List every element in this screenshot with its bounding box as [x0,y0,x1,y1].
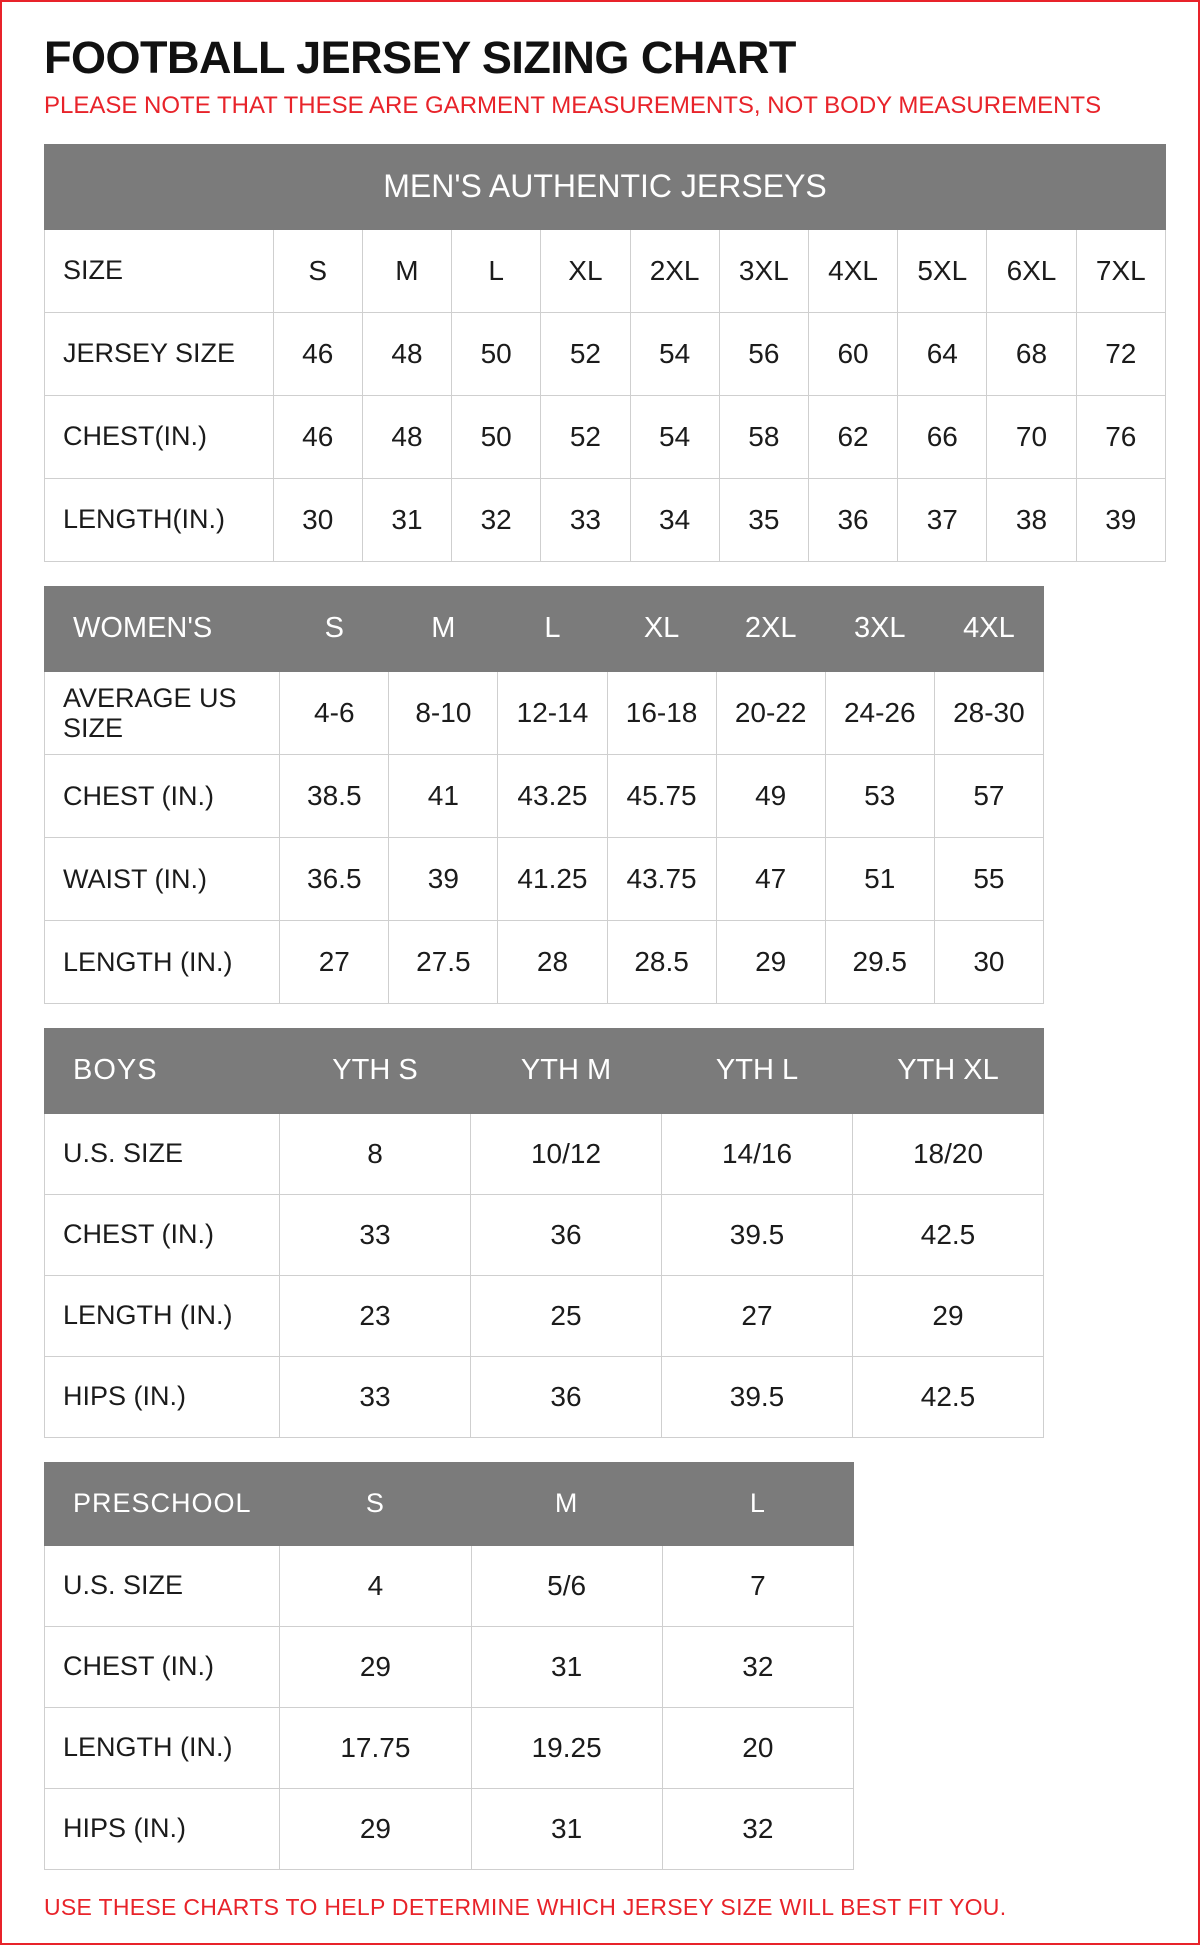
table-cell: 41.25 [498,837,607,920]
boys-header-label: BOYS [45,1028,280,1113]
table-cell: 25 [471,1275,662,1356]
table-row [45,754,1044,837]
table-cell: 55 [934,837,1043,920]
preschool-sizing-table [44,1462,854,1870]
table-header-row [45,586,1044,671]
womens-size-cell: XL [607,586,716,671]
table-band-row [45,144,1166,229]
measurement-note: PLEASE NOTE THAT THESE ARE GARMENT MEASUREMENTS, NOT BODY MEASUREMENTS [44,92,1102,120]
row-label: AVERAGE US SIZE [45,671,280,754]
table-cell: 10/12 [471,1113,662,1194]
table-cell: 20 [662,1707,853,1788]
table-cell: 68 [987,312,1076,395]
row-label: CHEST (IN.) [45,1626,280,1707]
table-cell: 54 [630,312,719,395]
preschool-header-label: PRESCHOOL [45,1462,280,1545]
table-cell: 31 [362,478,451,561]
table-cell: 58 [719,395,808,478]
page-title: FOOTBALL JERSEY SIZING CHART [44,32,796,83]
table-cell: 52 [541,312,630,395]
table-cell: 34 [630,478,719,561]
table-cell: 38 [987,478,1076,561]
table-cell: 28 [498,920,607,1003]
table-cell: 53 [825,754,934,837]
table-row [45,1626,854,1707]
table-cell: 33 [280,1356,471,1437]
table-cell: 30 [934,920,1043,1003]
table-cell: 31 [471,1788,662,1869]
mens-size-cell: 6XL [987,229,1076,312]
table-cell: 50 [452,395,541,478]
table-cell: 32 [452,478,541,561]
womens-size-cell: 2XL [716,586,825,671]
table-cell: 19.25 [471,1707,662,1788]
table-cell: 4-6 [280,671,389,754]
mens-size-cell: XL [541,229,630,312]
boys-size-cell: YTH XL [853,1028,1044,1113]
mens-size-cell: 7XL [1076,229,1165,312]
table-cell: 4 [280,1545,471,1626]
table-cell: 29.5 [825,920,934,1003]
table-cell: 70 [987,395,1076,478]
table-row [45,1113,1044,1194]
table-cell: 48 [362,395,451,478]
table-cell: 29 [280,1626,471,1707]
table-cell: 8 [280,1113,471,1194]
preschool-size-cell: L [662,1462,853,1545]
table-cell: 39 [389,837,498,920]
table-cell: 33 [541,478,630,561]
womens-size-cell: L [498,586,607,671]
table-cell: 47 [716,837,825,920]
table-row [45,1356,1044,1437]
mens-header-label: SIZE [45,229,274,312]
womens-header-label: WOMEN'S [45,586,280,671]
mens-size-cell: 5XL [898,229,987,312]
table-cell: 18/20 [853,1113,1044,1194]
table-cell: 42.5 [853,1356,1044,1437]
boys-size-cell: YTH L [662,1028,853,1113]
table-row [45,312,1166,395]
preschool-size-cell: S [280,1462,471,1545]
table-cell: 36 [471,1356,662,1437]
row-label: LENGTH(IN.) [45,478,274,561]
table-cell: 52 [541,395,630,478]
row-label: CHEST (IN.) [45,754,280,837]
row-label: LENGTH (IN.) [45,1275,280,1356]
table-cell: 43.75 [607,837,716,920]
table-cell: 33 [280,1194,471,1275]
table-cell: 20-22 [716,671,825,754]
row-label: CHEST (IN.) [45,1194,280,1275]
table-cell: 35 [719,478,808,561]
table-cell: 66 [898,395,987,478]
table-cell: 56 [719,312,808,395]
table-cell: 39.5 [662,1194,853,1275]
row-label: CHEST(IN.) [45,395,274,478]
table-cell: 45.75 [607,754,716,837]
mens-size-cell: M [362,229,451,312]
table-cell: 28.5 [607,920,716,1003]
row-label: HIPS (IN.) [45,1356,280,1437]
table-cell: 29 [716,920,825,1003]
row-label: LENGTH (IN.) [45,1707,280,1788]
table-cell: 54 [630,395,719,478]
row-label: LENGTH (IN.) [45,920,280,1003]
table-cell: 36 [471,1194,662,1275]
table-cell: 60 [808,312,897,395]
table-cell: 28-30 [934,671,1043,754]
womens-size-cell: S [280,586,389,671]
table-row [45,837,1044,920]
womens-size-cell: M [389,586,498,671]
table-cell: 51 [825,837,934,920]
table-cell: 30 [273,478,362,561]
table-cell: 39.5 [662,1356,853,1437]
row-label: HIPS (IN.) [45,1788,280,1869]
table-cell: 72 [1076,312,1165,395]
table-cell: 76 [1076,395,1165,478]
row-label: U.S. SIZE [45,1113,280,1194]
boys-size-cell: YTH S [280,1028,471,1113]
row-label: JERSEY SIZE [45,312,274,395]
mens-size-cell: L [452,229,541,312]
mens-size-cell: 4XL [808,229,897,312]
mens-size-cell: S [273,229,362,312]
table-cell: 14/16 [662,1113,853,1194]
boys-size-cell: YTH M [471,1028,662,1113]
table-cell: 50 [452,312,541,395]
mens-size-cell: 3XL [719,229,808,312]
table-cell: 38.5 [280,754,389,837]
row-label: WAIST (IN.) [45,837,280,920]
table-row [45,1275,1044,1356]
table-cell: 41 [389,754,498,837]
table-cell: 36.5 [280,837,389,920]
table-cell: 31 [471,1626,662,1707]
table-cell: 49 [716,754,825,837]
table-cell: 62 [808,395,897,478]
womens-sizing-table [44,586,1044,1004]
table-cell: 37 [898,478,987,561]
table-cell: 46 [273,312,362,395]
table-cell: 64 [898,312,987,395]
table-cell: 29 [853,1275,1044,1356]
table-cell: 48 [362,312,451,395]
table-cell: 32 [662,1626,853,1707]
table-cell: 16-18 [607,671,716,754]
table-cell: 27 [662,1275,853,1356]
table-row [45,1707,854,1788]
preschool-size-cell: M [471,1462,662,1545]
table-cell: 46 [273,395,362,478]
footer-note: USE THESE CHARTS TO HELP DETERMINE WHICH JERSEY SIZE WILL BEST FIT YOU. [44,1893,1007,1920]
table-cell: 5/6 [471,1545,662,1626]
table-row [45,395,1166,478]
table-header-row [45,1028,1044,1113]
table-cell: 42.5 [853,1194,1044,1275]
womens-size-cell: 4XL [934,586,1043,671]
table-cell: 29 [280,1788,471,1869]
table-row [45,671,1044,754]
table-cell: 24-26 [825,671,934,754]
table-row [45,1194,1044,1275]
table-cell: 27.5 [389,920,498,1003]
table-header-row [45,1462,854,1545]
table-cell: 8-10 [389,671,498,754]
table-cell: 32 [662,1788,853,1869]
table-cell: 17.75 [280,1707,471,1788]
table-header-row [45,229,1166,312]
table-row [45,920,1044,1003]
table-cell: 57 [934,754,1043,837]
mens-band-title: MEN'S AUTHENTIC JERSEYS [45,144,1166,229]
mens-sizing-table [44,144,1166,562]
table-cell: 7 [662,1545,853,1626]
table-row [45,1545,854,1626]
table-cell: 39 [1076,478,1165,561]
table-row [45,478,1166,561]
mens-size-cell: 2XL [630,229,719,312]
womens-size-cell: 3XL [825,586,934,671]
table-cell: 23 [280,1275,471,1356]
boys-sizing-table [44,1028,1044,1438]
table-cell: 36 [808,478,897,561]
table-row [45,1788,854,1869]
table-cell: 12-14 [498,671,607,754]
table-cell: 27 [280,920,389,1003]
table-cell: 43.25 [498,754,607,837]
row-label: U.S. SIZE [45,1545,280,1626]
